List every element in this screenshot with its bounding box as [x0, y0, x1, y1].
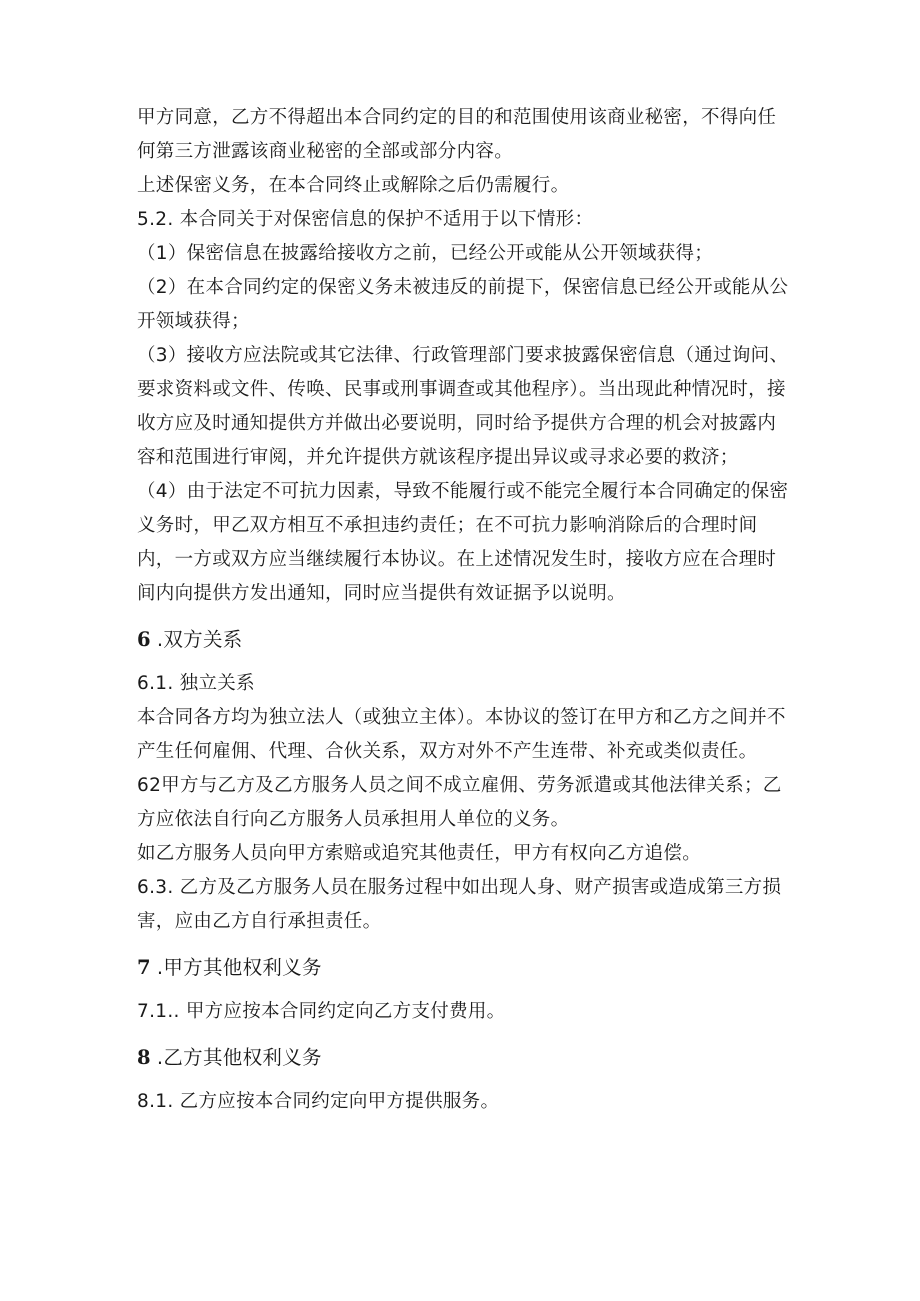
section-8-heading [137, 1041, 792, 1075]
clause-5-2-item-2: （2）在本合同约定的保密义务未被违反的前提下，保密信息已经公开或能从公开领域获得； [137, 277, 789, 332]
section-7-title: .甲方其他权利义务 [156, 956, 322, 979]
clause-8-1-text: 8.1. 乙方应按本合同约定向甲方提供服务。 [137, 1091, 500, 1112]
clause-6-2-recourse: 如乙方服务人员向甲方索赔或追究其他责任，甲方有权向乙方追偿。 [137, 843, 702, 864]
clause-5-2-item-3: （3）接收方应法院或其它法律、行政管理部门要求披露保密信息（通过询问、要求资料或文件、传唤、民事或刑事调查或其他程序）。当出现此种情况时，接收方应及时通知提供方并做出必要说明，同时给予提供方合理的机会对披露内容和范围进行审阅，并允许提供方就该程序提出异议或寻求必要的救济； [137, 345, 789, 468]
clause-5-2-item-1: （1）保密信息在披露给接收方之前，已经公开或能从公开领域获得； [137, 243, 714, 264]
section-6-heading [137, 623, 792, 657]
document-body [137, 101, 792, 1119]
section-7-heading [137, 951, 792, 985]
clause-7-1-text: 7.1.. 甲方应按本合同约定向乙方支付费用。 [137, 1001, 506, 1022]
clause-6-1-subtitle: 6.1. 独立关系 [137, 673, 255, 694]
paragraph-confidentiality-survival: 上述保密义务，在本合同终止或解除之后仍需履行。 [137, 175, 570, 196]
clause-6-3-text: 6.3. 乙方及乙方服务人员在服务过程中如出现人身、财产损害或造成第三方损害，应由乙方自行承担责任。 [137, 877, 782, 932]
clause-5-2-item-4: （4）由于法定不可抗力因素，导致不能履行或不能完全履行本合同确定的保密义务时，甲乙双方相互不承担违约责任；在不可抗力影响消除后的合理时间内，一方或双方应当继续履行本协议。在上述情况发生时，接收方应在合理时间内向提供方发出通知，同时应当提供有效证据予以说明。 [137, 481, 789, 604]
section-6-title: .双方关系 [156, 628, 243, 651]
section-6-number: 6 [137, 628, 151, 651]
clause-5-2: 5.2. 本合同关于对保密信息的保护不适用于以下情形： [137, 209, 594, 230]
section-8-number: 8 [137, 1046, 151, 1069]
clause-6-2-text: 62甲方与乙方及乙方服务人员之间不成立雇佣、劳务派遣或其他法律关系；乙方应依法自行向乙方服务人员承担用人单位的义务。 [137, 775, 782, 830]
section-7-number: 7 [137, 956, 151, 979]
clause-6-1-text: 本合同各方均为独立法人（或独立主体）。本协议的签订在甲方和乙方之间并不产生任何雇佣、代理、合伙关系，双方对外不产生连带、补充或类似责任。 [137, 707, 786, 762]
paragraph-confidentiality-scope: 甲方同意，乙方不得超出本合同约定的目的和范围使用该商业秘密，不得向任何第三方泄露该商业秘密的全部或部分内容。 [137, 107, 777, 162]
section-8-title: .乙方其他权利义务 [156, 1046, 322, 1069]
